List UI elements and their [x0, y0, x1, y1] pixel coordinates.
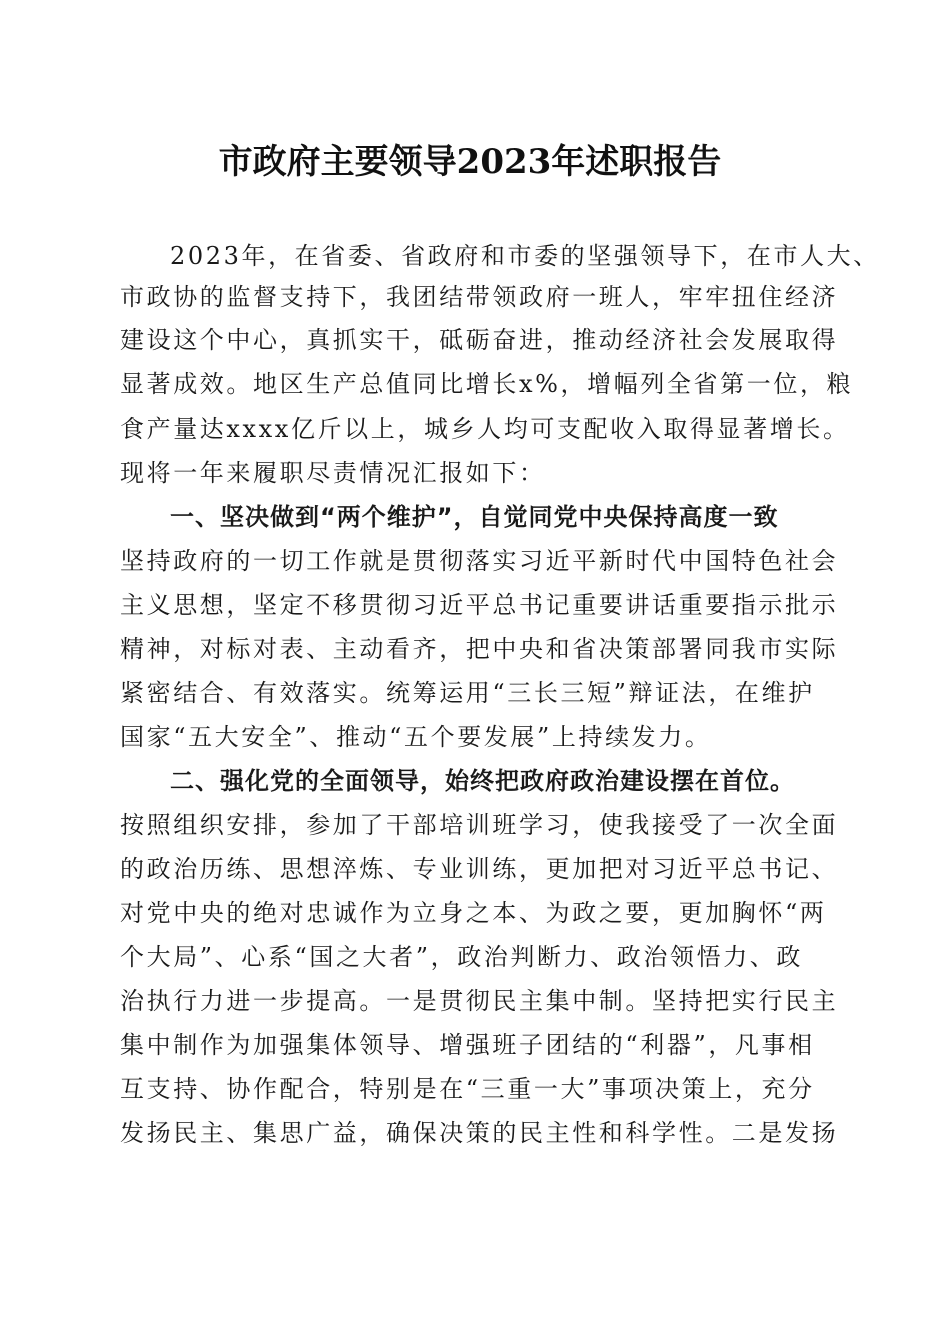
paragraph-line: 紧密结合、有效落实。统筹运用“三长三短”辩证法，在维护 [120, 679, 815, 707]
paragraph-line: 集中制作为加强集体领导、增强班子团结的“利器”，凡事相 [120, 1031, 815, 1059]
paragraph-line: 精神，对标对表、主动看齐，把中央和省决策部署同我市实际 [120, 635, 839, 663]
paragraph-line: 互支持、协作配合，特别是在“三重一大”事项决策上，充分 [120, 1075, 815, 1103]
paragraph-line: 治执行力进一步提高。一是贯彻民主集中制。坚持把实行民主 [120, 987, 839, 1015]
paragraph-line: 2023年，在省委、省政府和市委的坚强领导下，在市人大、 [170, 242, 880, 270]
paragraph-line: 的政治历练、思想淬炼、专业训练，更加把对习近平总书记、 [120, 855, 839, 883]
paragraph-line: 发扬民主、集思广益，确保决策的民主性和科学性。二是发扬 [120, 1119, 839, 1147]
paragraph-line: 按照组织安排，参加了干部培训班学习，使我接受了一次全面 [120, 811, 839, 839]
paragraph-line: 国家“五大安全”、推动“五个要发展”上持续发力。 [120, 723, 712, 751]
paragraph-line: 建设这个中心，真抓实干，砥砺奋进，推动经济社会发展取得 [120, 326, 839, 354]
paragraph-line: 显著成效。地区生产总值同比增长x%，增幅列全省第一位，粮 [120, 370, 854, 398]
paragraph-line: 个大局”、心系“国之大者”，政治判断力、政治领悟力、政 [120, 943, 804, 971]
paragraph-line: 坚持政府的一切工作就是贯彻落实习近平新时代中国特色社会 [120, 547, 839, 575]
paragraph-line: 现将一年来履职尽责情况汇报如下： [120, 459, 546, 487]
paragraph-line: 食产量达xxxx亿斤以上，城乡人均可支配收入取得显著增长。 [120, 415, 850, 443]
section-heading: 一、坚决做到“两个维护”，自觉同党中央保持高度一致 [170, 503, 779, 531]
paragraph-line: 市政协的监督支持下，我团结带领政府一班人，牢牢扭住经济 [120, 283, 839, 311]
document-title: 市政府主要领导2023年述职报告 [218, 142, 722, 182]
paragraph-line: 对党中央的绝对忠诚作为立身之本、为政之要，更加胸怀“两 [120, 899, 827, 927]
paragraph-line: 主义思想，坚定不移贯彻习近平总书记重要讲话重要指示批示 [120, 591, 839, 619]
section-heading: 二、强化党的全面领导，始终把政府政治建设摆在首位。 [170, 767, 795, 795]
